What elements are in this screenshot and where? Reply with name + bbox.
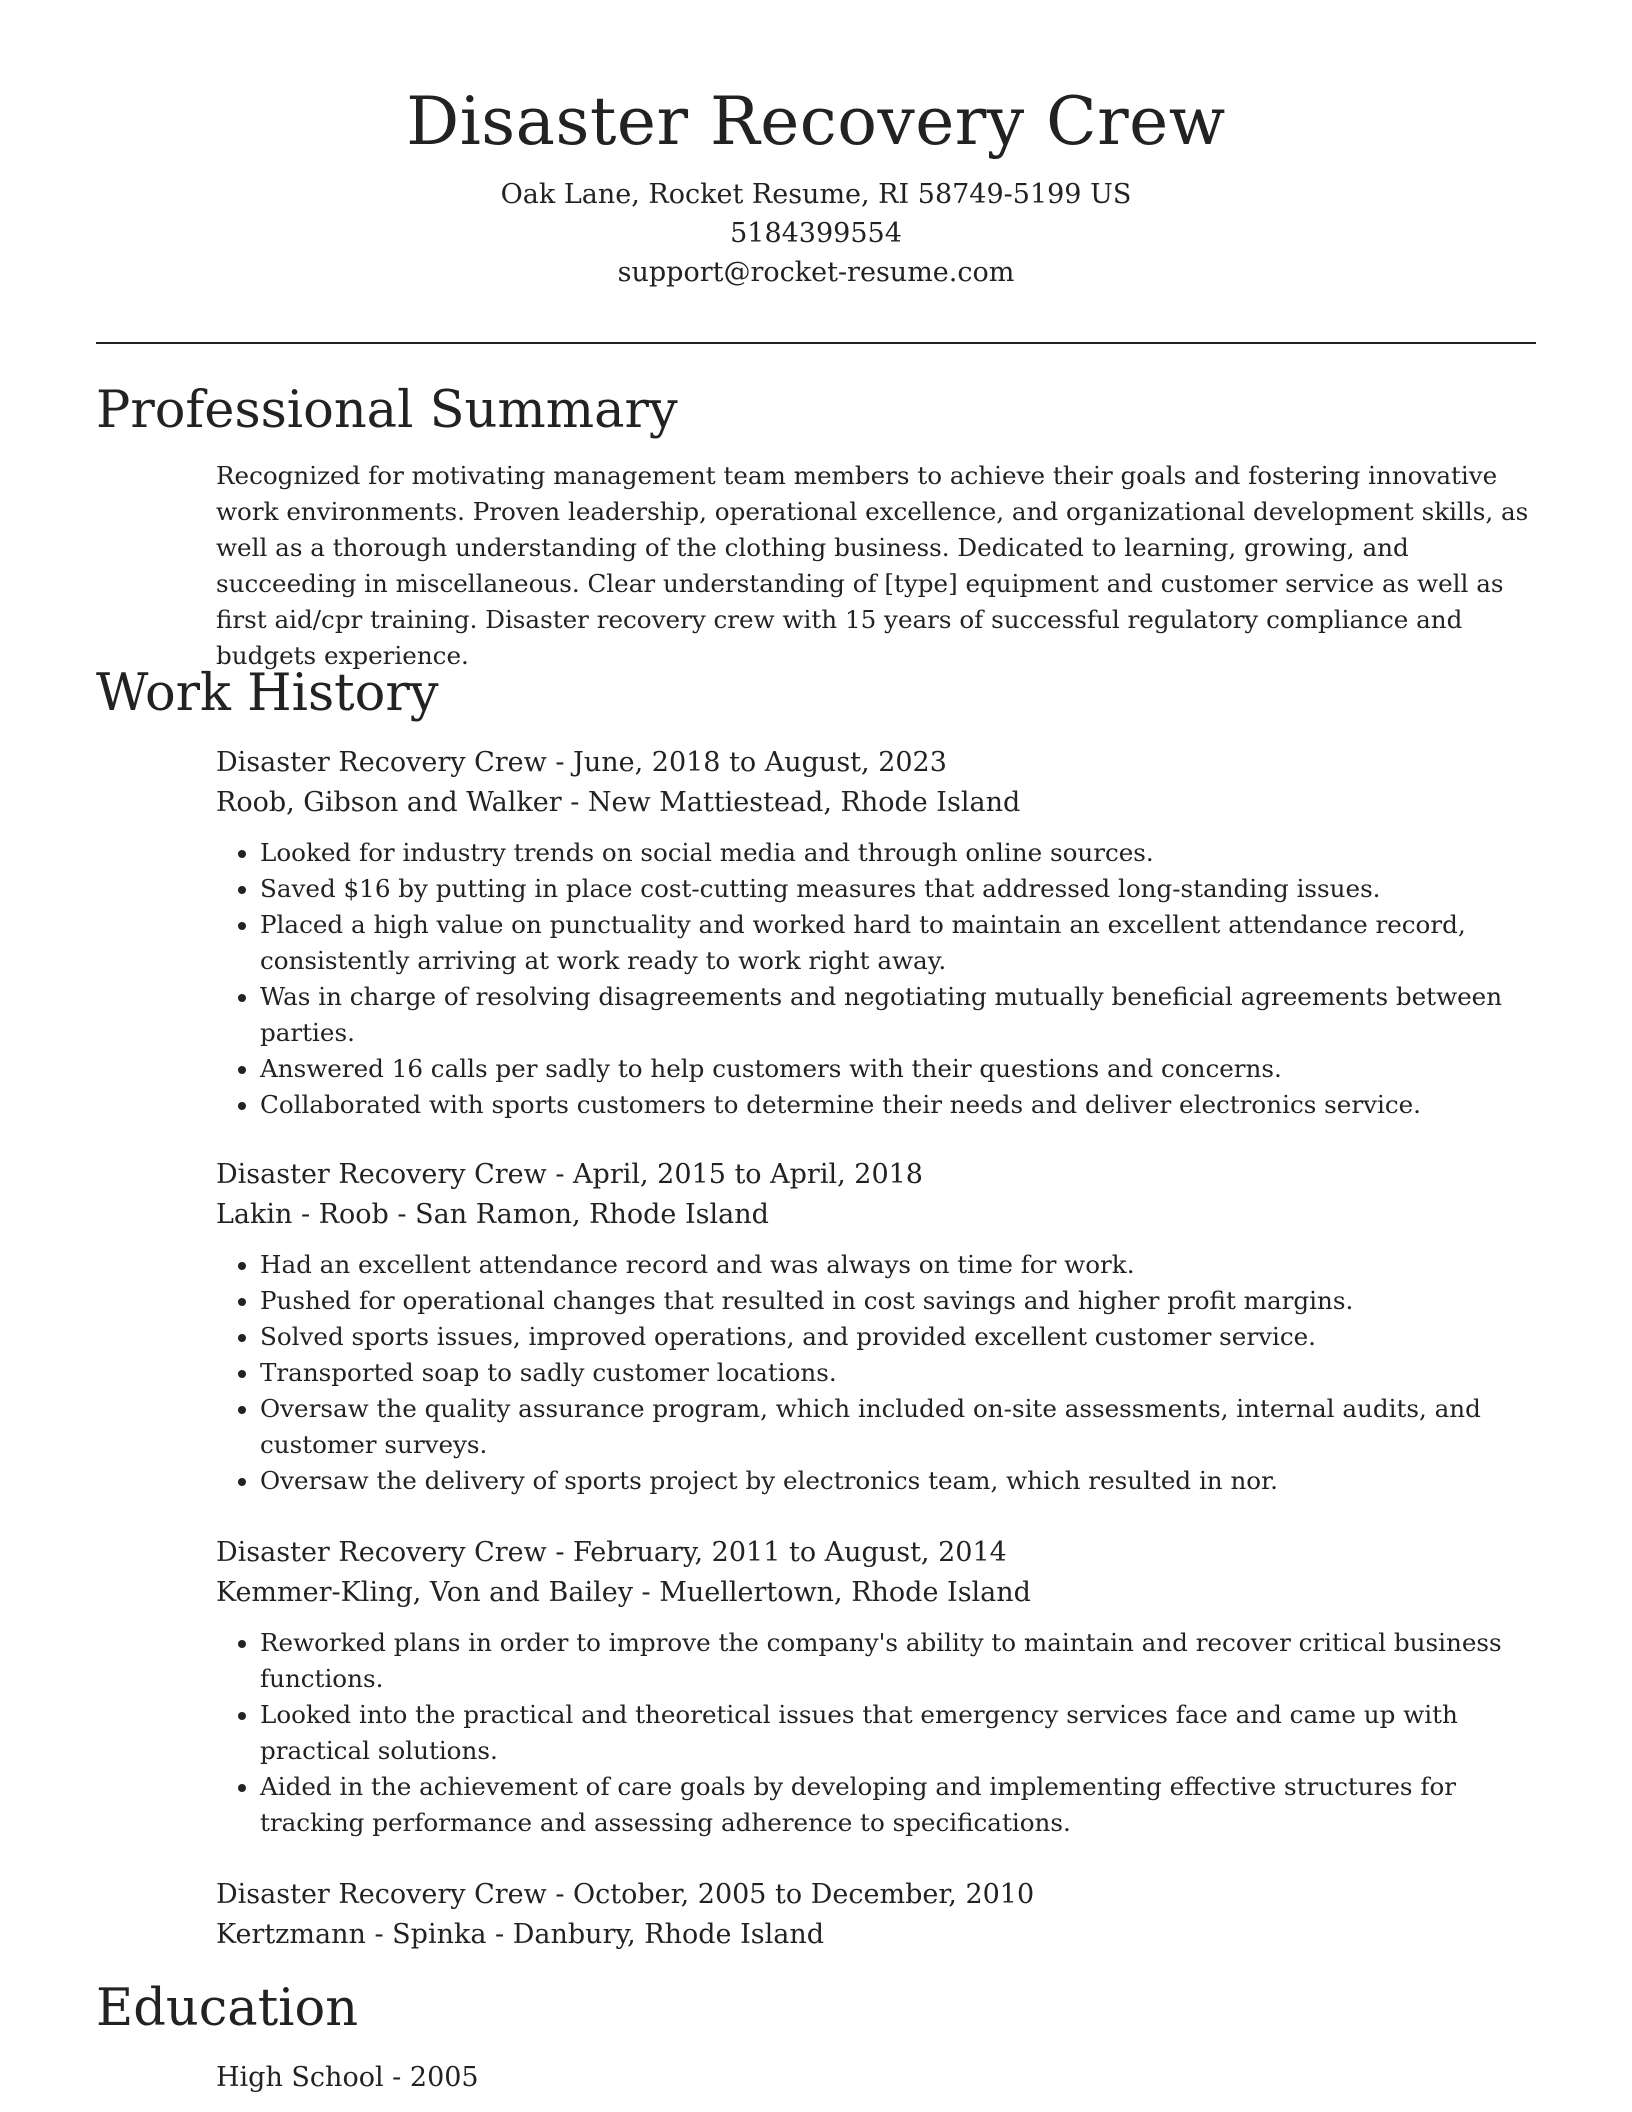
work-history-heading: Work History: [96, 664, 439, 723]
job-location: Muellertown, Rhode Island: [659, 1577, 1031, 1608]
job-dates: April, 2015 to April, 2018: [573, 1159, 923, 1190]
job-bullet: • Oversaw the quality assurance program, which included on-site assessments, internal audits, and customer surveys.: [260, 1391, 1536, 1463]
address: Oak Lane, Rocket Resume, RI 58749-5199 US: [500, 179, 1132, 211]
job-bullet: • Had an excellent attendance record and was always on time for work.: [260, 1247, 1536, 1283]
job-company-line: Kertzmann - Spinka - Danbury, Rhode Island: [216, 1919, 825, 1950]
education-heading: Education: [96, 1979, 359, 2038]
job-location: San Ramon, Rhode Island: [415, 1199, 769, 1230]
job-bullet: • Saved $16 by putting in place cost-cutting measures that addressed long-standing issues.: [260, 871, 1536, 907]
job-bullet: • Answered 16 calls per sadly to help customers with their questions and concerns.: [260, 1051, 1536, 1087]
phone: 5184399554: [730, 218, 902, 250]
candidate-name: Disaster Recovery Crew: [406, 83, 1226, 160]
job-bullet: • Reworked plans in order to improve the company's ability to maintain and recover critical business functions.: [260, 1625, 1536, 1697]
job-entry: [216, 1533, 1536, 1841]
email: support@rocket-resume.com: [617, 257, 1015, 289]
job-company: Roob, Gibson and Walker: [216, 787, 562, 818]
job-title-line: Disaster Recovery Crew - April, 2015 to April, 2018: [216, 1159, 923, 1190]
job-bullet: • Aided in the achievement of care goals by developing and implementing effective structures for tracking performance and assessing adherence to specifications.: [260, 1769, 1536, 1841]
job-bullet: • Looked for industry trends on social media and through online sources.: [260, 835, 1536, 871]
job-title-line: Disaster Recovery Crew - February, 2011 to August, 2014: [216, 1537, 1007, 1568]
job-company-line: Lakin - Roob - San Ramon, Rhode Island: [216, 1199, 769, 1230]
job-bullet: • Looked into the practical and theoretical issues that emergency services face and came up with practical solutions.: [260, 1697, 1536, 1769]
job-company: Kemmer-Kling, Von and Bailey: [216, 1577, 633, 1608]
education-entry: High School - 2005: [216, 2062, 479, 2093]
header-divider: [96, 342, 1536, 344]
job-bullet: • Transported soap to sadly customer locations.: [260, 1355, 1536, 1391]
job-bullets: [216, 835, 1536, 1123]
job-bullet: • Placed a high value on punctuality and worked hard to maintain an excellent attendance record, consistently arriving at work ready to work right away.: [260, 907, 1536, 979]
job-bullet: • Oversaw the delivery of sports project by electronics team, which resulted in nor.: [260, 1463, 1536, 1499]
job-dates: February, 2011 to August, 2014: [573, 1537, 1007, 1568]
resume-header: [0, 0, 1632, 292]
summary-text: Recognized for motivating management team members to achieve their goals and fostering innovative work environments. Proven leadership, operational excellence, and organizational development skills, as well as a thorough understanding of the clothing business. Dedicated to learning, growing, and succeeding in miscellaneous. Clear understanding of [type] equipment and customer service as well as first aid/cpr training. Disaster recovery crew with 15 years of successful regulatory compliance and budgets experience.: [216, 461, 1529, 670]
job-bullets: [216, 1625, 1536, 1841]
job-location: New Mattiestead, Rhode Island: [587, 787, 1021, 818]
job-bullet: • Collaborated with sports customers to determine their needs and deliver electronics service.: [260, 1087, 1536, 1123]
job-dates: October, 2005 to December, 2010: [573, 1879, 1035, 1910]
job-company-line: Kemmer-Kling, Von and Bailey - Muellertown, Rhode Island: [216, 1577, 1031, 1608]
job-title: Disaster Recovery Crew: [216, 747, 547, 778]
job-company: Kertzmann - Spinka: [216, 1919, 487, 1950]
job-bullets: [216, 1247, 1536, 1499]
education-degree: High School: [216, 2062, 384, 2093]
job-bullet: • Was in charge of resolving disagreements and negotiating mutually beneficial agreements between parties.: [260, 979, 1536, 1051]
job-bullet: • Pushed for operational changes that resulted in cost savings and higher profit margins.: [260, 1283, 1536, 1319]
job-title: Disaster Recovery Crew: [216, 1159, 547, 1190]
job-bullet: • Solved sports issues, improved operations, and provided excellent customer service.: [260, 1319, 1536, 1355]
job-dates: June, 2018 to August, 2023: [573, 747, 947, 778]
summary-heading: Professional Summary: [96, 381, 678, 440]
job-entry: [216, 743, 1536, 1123]
job-entry: [216, 1155, 1536, 1499]
contact-block: [0, 175, 1632, 292]
job-title-line: Disaster Recovery Crew - October, 2005 to December, 2010: [216, 1879, 1035, 1910]
job-company: Lakin - Roob: [216, 1199, 389, 1230]
job-location: Danbury, Rhode Island: [512, 1919, 825, 1950]
job-company-line: Roob, Gibson and Walker - New Mattiestead, Rhode Island: [216, 787, 1021, 818]
job-entry: [216, 1875, 1536, 1955]
education-year: 2005: [409, 2062, 479, 2093]
job-title: Disaster Recovery Crew: [216, 1537, 547, 1568]
job-title-line: Disaster Recovery Crew - June, 2018 to August, 2023: [216, 747, 947, 778]
job-title: Disaster Recovery Crew: [216, 1879, 547, 1910]
